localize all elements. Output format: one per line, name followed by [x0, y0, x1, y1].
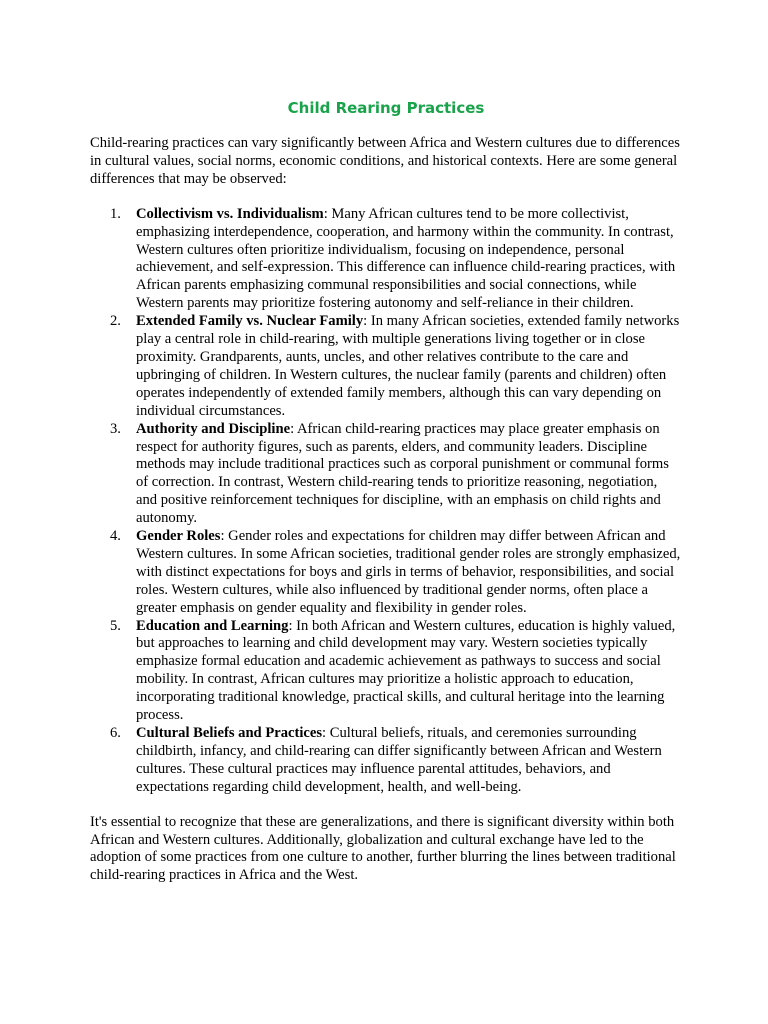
list-item-number: 4. [110, 528, 121, 545]
list-item-heading: Collectivism vs. Individualism [136, 205, 324, 222]
list-item-number: 5. [110, 617, 121, 634]
list-item-text: : In both African and Western cultures, education is highly valued, but approaches to learning and child development may vary. Western societies typically emphasize formal education and academic achievement as pathways to success and social mobility. In contrast, African cultures may prioritize a holistic approach to education, incorporating traditional knowledge, practical skills, and cultural heritage into the learning process. [136, 617, 676, 724]
list-item-text: : Many African cultures tend to be more collectivist, emphasizing interdependence, cooperation, and harmony within the community. In contrast, Western cultures often prioritize individualism, focusing on independence, personal achievement, and self-expression. This difference can influence child-rearing practices, with African parents emphasizing communal responsibilities and social connections, while Western parents may prioritize fostering autonomy and self-reliance in their children. [136, 205, 676, 312]
document-page [90, 98, 682, 885]
list-item-heading: Gender Roles [136, 528, 221, 545]
list-item-number: 2. [110, 313, 121, 330]
list-item-number: 3. [110, 420, 121, 437]
list-item [90, 618, 682, 725]
list-item [90, 421, 682, 528]
list-item-text: : African child-rearing practices may place greater emphasis on respect for authority figures, such as parents, elders, and community leaders. Discipline methods may include traditional practices such as corporal punishment or communal forms of correction. In contrast, Western child-rearing tends to prioritize reasoning, negotiation, and positive reinforcement techniques for discipline, with an emphasis on child rights and autonomy. [136, 420, 669, 527]
list-item [90, 725, 682, 797]
list-item-text: : Cultural beliefs, rituals, and ceremonies surrounding childbirth, infancy, and child-rearing can differ significantly between African and Western cultures. These cultural practices may influence parental attitudes, behaviors, and expectations regarding child development, health, and well-being. [136, 725, 662, 795]
differences-list [90, 206, 682, 797]
list-item-text: : Gender roles and expectations for children may differ between African and Western cultures. In some African societies, traditional gender roles are strongly emphasized, with distinct expectations for boys and girls in terms of behavior, responsibilities, and social roles. Western cultures, while also influenced by traditional gender norms, often place a greater emphasis on gender equality and flexibility in gender roles. [136, 528, 681, 616]
list-item-number: 6. [110, 725, 121, 741]
list-item [90, 206, 682, 313]
document-title: Child Rearing Practices [287, 99, 485, 117]
list-item-number: 1. [110, 205, 121, 222]
list-item-text: : In many African societies, extended family networks play a central role in child-rearing, with multiple generations living together or in close proximity. Grandparents, aunts, uncles, and other relatives contribute to the care and upbringing of children. In Western cultures, the nuclear family (parents and children) often operates independently of extended family members, although this can vary depending on individual circumstances. [136, 313, 680, 419]
list-item [90, 528, 682, 618]
list-item-heading: Authority and Discipline [136, 420, 291, 437]
list-item-heading: Cultural Beliefs and Practices [136, 725, 323, 741]
list-item [90, 313, 682, 420]
conclusion-paragraph: It's essential to recognize that these are generalizations, and there is significant diversity within both African and Western cultures. Additionally, globalization and cultural exchange have led to the adoption of some practices from one culture to another, further blurring the lines between traditional child-rearing practices in Africa and the West. [90, 813, 676, 884]
intro-paragraph: Child-rearing practices can vary significantly between Africa and Western cultures due to differences in cultural values, social norms, economic conditions, and historical contexts. Here are some general differences that may be observed: [90, 135, 680, 187]
list-item-heading: Education and Learning [136, 617, 289, 634]
list-item-heading: Extended Family vs. Nuclear Family [136, 313, 364, 330]
